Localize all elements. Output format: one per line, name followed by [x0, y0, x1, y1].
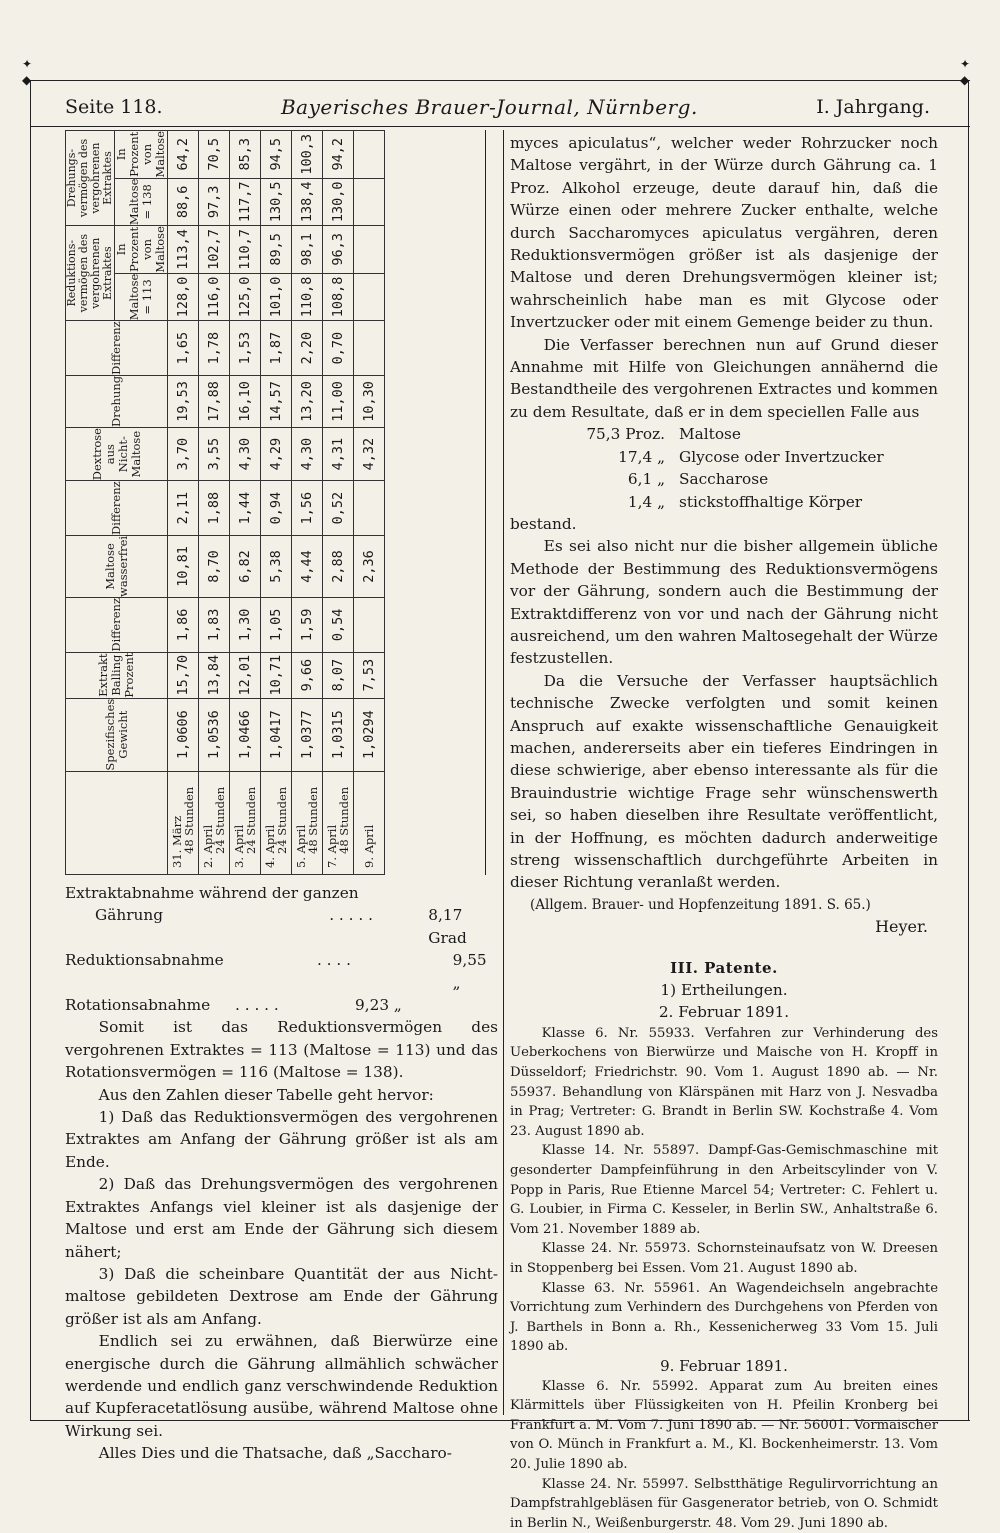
patent-entry: Klasse 63. Nr. 55961. An Wagendeichseln angebrachte Vorrichtung zum Verhindern des Durchgehens von Pferden von J. Barthels in Bonn a. Rh., Kessenicherweg 33 Vom 15. Juli 1890 ab. — [510, 1279, 938, 1357]
paragraph: Endlich sei zu erwähnen, daß Bierwürze eine energische durch die Gährung allmählich schwächer werdende und endlich ganz verschwindende Reduktion auf Kupferacetatlösung ausübe, während Maltose ohne Wirkung sei. — [65, 1330, 498, 1442]
patent-entry: Klasse 24. Nr. 55997. Selbstthätige Regulirvorrichtung an Dampfstrahlgebläsen für Gasgenerator betrieb, von O. Schmidt in Berlin N., Weißenburgerstr. 48. Vom 29. Juni 1890 ab. — [510, 1475, 938, 1533]
col-header: Differenz — [66, 597, 168, 652]
right-frame-line — [968, 80, 969, 1420]
corner-ornament-icon: ◆ — [22, 74, 31, 86]
table-cell — [354, 273, 385, 321]
table-cell: 9,66 — [292, 652, 323, 698]
fermentation-table — [65, 130, 495, 875]
table-cell: 1,44 — [230, 481, 261, 536]
row-label — [230, 771, 261, 874]
table-cell: 10,30 — [354, 375, 385, 427]
header-rule — [30, 126, 970, 127]
table-cell: 10,71 — [261, 652, 292, 698]
table-cell: 1,05 — [261, 597, 292, 652]
volume-label: I. Jahrgang. — [816, 96, 930, 118]
table-cell: 1,0377 — [292, 698, 323, 771]
table-cell: 110,8 — [292, 273, 323, 321]
table-cell: 125,0 — [230, 273, 261, 321]
table-cell: 4,44 — [292, 535, 323, 597]
table-cell: 6,82 — [230, 535, 261, 597]
row-date: 9. April — [363, 772, 375, 868]
table-row — [168, 131, 199, 875]
table-cell: 128,0 — [168, 273, 199, 321]
table-cell: 1,87 — [261, 321, 292, 376]
row-date: 4. April — [264, 772, 276, 868]
patent-entry: Klasse 6. Nr. 55933. Verfahren zur Verhinderung des Ueberkochens von Bierwürze und Maische von H. Kropff in Düsseldorf; Friedrichstr. 90. Vom 1. August 1890 ab. — Nr. 55937. Behandlung von Klärspänen mit Harz von J. Nesvadba in Prag; Vertreter: G. Brandt in Berlin SW. Kochstraße 4. Vom 23. August 1890 ab. — [510, 1024, 938, 1142]
table-cell: 100,3 — [292, 131, 323, 179]
col-header: Maltose wasserfrei — [66, 535, 168, 597]
corner-ornament-icon: ✦ — [960, 58, 970, 70]
table-cell: 2,20 — [292, 321, 323, 376]
right-column-text — [510, 132, 938, 1533]
table-cell: 98,1 — [292, 226, 323, 274]
table-cell: 88,6 — [168, 178, 199, 226]
top-rule — [30, 80, 970, 81]
date-heading: 9. Februar 1891. — [510, 1357, 938, 1377]
table-cell: 3,55 — [199, 428, 230, 481]
table-row — [261, 131, 292, 875]
corner-ornament-icon: ◆ — [960, 74, 969, 86]
page-number: Seite 118. — [65, 96, 163, 118]
corner-ornament-icon: ✦ — [22, 58, 32, 70]
table-cell: 70,5 — [199, 131, 230, 179]
table-cell: 108,8 — [323, 273, 354, 321]
table-cell: 113,4 — [168, 226, 199, 274]
table-cell: 1,0466 — [230, 698, 261, 771]
table-cell — [354, 321, 385, 376]
author-signature: Heyer. — [510, 916, 938, 938]
summary-row: Gährung . . . . . 8,17 Grad — [65, 904, 498, 949]
row-duration: 24 Stunden — [276, 772, 288, 868]
col-header: Dextrose aus Nicht-Maltose — [66, 428, 168, 481]
table-row — [230, 131, 261, 875]
row-label — [354, 771, 385, 874]
table-cell: 94,2 — [323, 131, 354, 179]
table-row — [354, 131, 385, 875]
paragraph: 2) Daß das Drehungsvermögen des vergohrenen Extraktes Anfangs viel kleiner ist als dasjenige der Maltose und erst am Ende der Gährung sich diesem nähert; — [65, 1173, 498, 1263]
paragraph: Aus den Zahlen dieser Tabelle geht hervor: — [65, 1084, 498, 1106]
composition-row: 6,1 „ Saccharose — [510, 468, 938, 490]
journal-title: Bayerisches Brauer-Journal, Nürnberg. — [281, 95, 698, 119]
composition-row: 75,3 Proz. Maltose — [510, 423, 938, 445]
row-duration: 24 Stunden — [245, 772, 257, 868]
composition-row: 1,4 „ stickstoffhaltige Körper — [510, 491, 938, 513]
row-date: 7. April — [326, 772, 338, 868]
table-cell: 2,36 — [354, 535, 385, 597]
table-cell: 1,0315 — [323, 698, 354, 771]
table-cell: 102,7 — [199, 226, 230, 274]
table-cell: 4,29 — [261, 428, 292, 481]
table-cell: 96,3 — [323, 226, 354, 274]
table-cell: 1,59 — [292, 597, 323, 652]
col-header: In Prozent von Maltose — [115, 131, 168, 179]
paragraph: 1) Daß das Reduktionsvermögen des vergohrenen Extraktes am Anfang der Gährung größer ist als am Ende. — [65, 1106, 498, 1173]
table-cell: 0,54 — [323, 597, 354, 652]
col-header: Spezifisches Gewicht — [66, 698, 168, 771]
col-header: Maltose = 138 — [115, 178, 168, 226]
paragraph: Die Verfasser berechnen nun auf Grund dieser Annahme mit Hilfe von Gleichungen annähernd die Bestandtheile des vergohrenen Extractes und kommen zu dem Resultate, daß er in dem speciellen Falle aus — [510, 334, 938, 424]
table-cell: 130,0 — [323, 178, 354, 226]
composition-row: 17,4 „ Glycose oder Invertzucker — [510, 446, 938, 468]
table-cell: 64,2 — [168, 131, 199, 179]
table-cell: 117,7 — [230, 178, 261, 226]
table-cell: 8,07 — [323, 652, 354, 698]
col-header: Extrakt Balling Prozent — [66, 652, 168, 698]
paragraph: Da die Versuche der Verfasser hauptsächlich technische Zwecke verfolgten und somit keinen Anspruch auf exakte wissenschaftliche Genauigkeit machen, andererseits aber ein tieferes Eindringen in diese schwierige, aber ebenso interessante als für die Brauindustrie wichtige Frage sehr wünschenswerth sei, so haben dieselben ihre Resultate veröffentlicht, in der Hoffnung, es möchten dadurch anderweitige streng wissenschaftlich durchgeführte Arbeiten in dieser Richtung veranlaßt werden. — [510, 670, 938, 894]
table-cell: 1,53 — [230, 321, 261, 376]
table-cell: 1,56 — [292, 481, 323, 536]
table-cell: 1,30 — [230, 597, 261, 652]
table-cell: 5,38 — [261, 535, 292, 597]
table-cell: 19,53 — [168, 375, 199, 427]
table-cell: 4,30 — [230, 428, 261, 481]
table-cell: 1,0536 — [199, 698, 230, 771]
patent-entry: Klasse 14. Nr. 55897. Dampf-Gas-Gemischmaschine mit gesonderter Dampfeinführung in den Arbeitscylinder von V. Popp in Paris, Rue Etienne Marcel 54; Vertreter: C. Fehlert u. G. Loubier, in Firma C. Kesseler, in Berlin SW., Anhaltstraße 6. Vom 21. November 1889 ab. — [510, 1141, 938, 1239]
section-heading: III. Patente. — [510, 957, 938, 979]
table-cell: 0,70 — [323, 321, 354, 376]
table-cell: 110,7 — [230, 226, 261, 274]
table-cell: 130,5 — [261, 178, 292, 226]
table-cell — [354, 481, 385, 536]
table-cell: 4,32 — [354, 428, 385, 481]
table-cell: 14,57 — [261, 375, 292, 427]
table-row — [323, 131, 354, 875]
paragraph: 3) Daß die scheinbare Quantität der aus Nicht-maltose gebildeten Dextrose am Ende der Gährung größer ist als am Anfang. — [65, 1263, 498, 1330]
group-header-drehung: Drehungs-vermögen des vergohrenen Extraktes — [66, 131, 115, 226]
summary-intro: Extraktabnahme während der ganzen — [65, 882, 498, 904]
table-cell: 1,83 — [199, 597, 230, 652]
table-cell: 15,70 — [168, 652, 199, 698]
row-date: 3. April — [233, 772, 245, 868]
col-header: In Prozent von Maltose — [115, 226, 168, 274]
table-cell: 10,81 — [168, 535, 199, 597]
col-header: Differenz — [66, 321, 168, 376]
left-column-text — [65, 882, 498, 1465]
table-cell: 1,0294 — [354, 698, 385, 771]
table-cell: 16,10 — [230, 375, 261, 427]
row-duration: 48 Stunden — [183, 772, 195, 868]
table-cell: 97,3 — [199, 178, 230, 226]
row-label — [261, 771, 292, 874]
table-cell: 1,78 — [199, 321, 230, 376]
table-cell: 1,65 — [168, 321, 199, 376]
table-cell: 11,00 — [323, 375, 354, 427]
table-row — [292, 131, 323, 875]
paragraph: Es sei also nicht nur die bisher allgemein übliche Methode der Bestimmung des Reduktionsvermögens vor der Gährung, sondern auch die Bestimmung der Extraktdifferenz von vor und nach der Gährung nicht ausreichend, um den wahren Maltosegehalt der Würze festzustellen. — [510, 535, 938, 669]
table-cell: 89,5 — [261, 226, 292, 274]
row-date: 31. März — [171, 772, 183, 868]
patent-entry: Klasse 24. Nr. 55973. Schornsteinaufsatz von W. Dreesen in Stoppenberg bei Essen. Vom 21. August 1890 ab. — [510, 1239, 938, 1278]
col-header: Maltose = 113 — [115, 273, 168, 321]
row-label — [168, 771, 199, 874]
table-cell: 1,0417 — [261, 698, 292, 771]
summary-row: Reduktionsabnahme . . . . 9,55 „ — [65, 949, 498, 994]
table-cell: 12,01 — [230, 652, 261, 698]
table-row — [199, 131, 230, 875]
col-header: Drehung — [66, 375, 168, 427]
row-label — [292, 771, 323, 874]
row-label — [323, 771, 354, 874]
table-cell — [354, 597, 385, 652]
left-frame-line — [30, 80, 31, 1420]
table-cell: 3,70 — [168, 428, 199, 481]
table-cell: 138,4 — [292, 178, 323, 226]
date-heading: 2. Februar 1891. — [510, 1001, 938, 1023]
row-label — [199, 771, 230, 874]
bottom-rule — [30, 1420, 970, 1421]
row-date: 5. April — [295, 772, 307, 868]
table-cell — [354, 226, 385, 274]
table-cell: 1,88 — [199, 481, 230, 536]
table-cell: 2,88 — [323, 535, 354, 597]
column-divider — [503, 130, 504, 1415]
group-header-reduktion: Reduktions-vermögen des vergohrenen Extraktes — [66, 226, 115, 321]
table-cell: 0,94 — [261, 481, 292, 536]
summary-row: Rotationsabnahme . . . . . 9,23 „ — [65, 994, 498, 1016]
table-cell: 85,3 — [230, 131, 261, 179]
col-header: Differenz — [66, 481, 168, 536]
table-cell: 101,0 — [261, 273, 292, 321]
table-cell — [354, 131, 385, 179]
source-citation: (Allgem. Brauer- und Hopfenzeitung 1891. S. 65.) — [510, 894, 938, 916]
table-cell: 13,84 — [199, 652, 230, 698]
fermentation-data-table — [65, 130, 385, 875]
paragraph: bestand. — [510, 513, 938, 535]
table-cell: 1,0606 — [168, 698, 199, 771]
table-cell: 4,30 — [292, 428, 323, 481]
table-cell: 13,20 — [292, 375, 323, 427]
paragraph: myces apiculatus“, welcher weder Rohrzucker noch Maltose vergährt, in der Würze durch Gährung ca. 1 Proz. Alkohol erzeuge, deute darauf hin, daß die Würze einen oder mehrere Zucker enthalte, welche durch Saccharomyces apiculatus vergähren, deren Reduktionsvermögen größer ist als dasjenige der Maltose und deren Drehungsvermögen kleiner ist; wahrscheinlich habe man es mit Glycose oder Invertzucker oder mit einem Gemenge beider zu thun. — [510, 132, 938, 334]
table-cell: 1,86 — [168, 597, 199, 652]
patent-list — [510, 1024, 938, 1533]
table-cell: 2,11 — [168, 481, 199, 536]
row-date: 2. April — [202, 772, 214, 868]
table-cell: 0,52 — [323, 481, 354, 536]
subsection-heading: 1) Ertheilungen. — [510, 979, 938, 1001]
row-duration: 24 Stunden — [214, 772, 226, 868]
table-cell: 116,0 — [199, 273, 230, 321]
page-header — [65, 92, 930, 122]
table-cell — [354, 178, 385, 226]
table-cell: 4,31 — [323, 428, 354, 481]
table-cell: 7,53 — [354, 652, 385, 698]
paragraph: Somit ist das Reduktionsvermögen des vergohrenen Extraktes = 113 (Maltose = 113) und das Rotationsvermögen = 116 (Maltose = 138). — [65, 1016, 498, 1083]
table-cell: 8,70 — [199, 535, 230, 597]
row-duration: 48 Stunden — [307, 772, 319, 868]
paragraph: Alles Dies und die Thatsache, daß „Saccharo- — [65, 1442, 498, 1464]
patent-entry: Klasse 6. Nr. 55992. Apparat zum Au breiten eines Klärmittels über Flüssigkeiten von H. Pfeilin Kronberg bei Frankfurt a. M. Vom 7. Juni 1890 ab. — Nr. 56001. Vormaischer von O. Münch in Frankfurt a. M., Kl. Bockenheimerstr. 13. Vom 20. Julie 1890 ab. — [510, 1377, 938, 1475]
table-cell: 17,88 — [199, 375, 230, 427]
table-cell: 94,5 — [261, 131, 292, 179]
row-duration: 48 Stunden — [338, 772, 350, 868]
